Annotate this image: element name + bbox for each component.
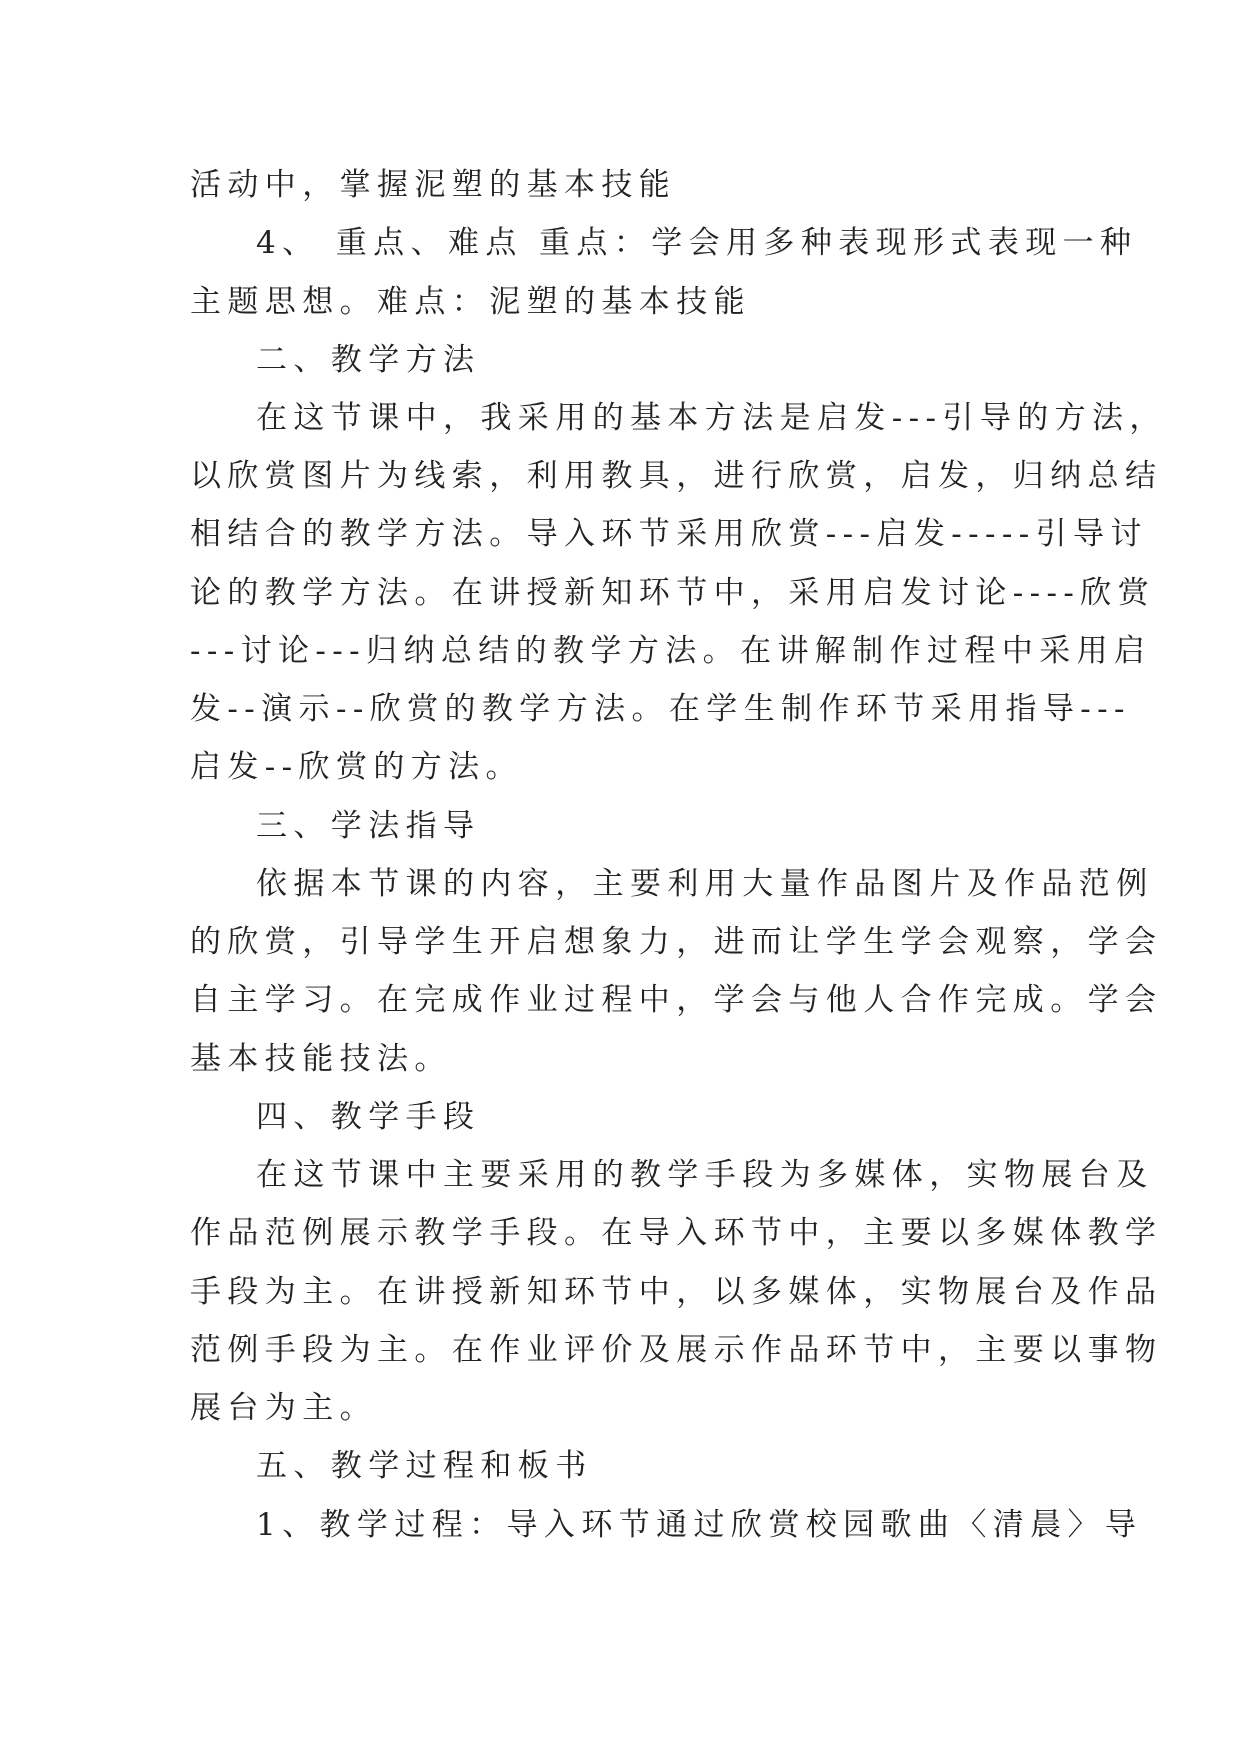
text-line: ---讨论---归纳总结的教学方法。在讲解制作过程中采用启 (190, 633, 1152, 669)
text-line: 相结合的教学方法。导入环节采用欣赏---启发-----引导讨 (190, 516, 1148, 552)
text-line: 在这节课中主要采用的教学手段为多媒体，实物展台及 (256, 1157, 1154, 1193)
text-line: 手段为主。在讲授新知环节中，以多媒体，实物展台及作品 (190, 1274, 1163, 1310)
text-line: 论的教学方法。在讲授新知环节中，采用启发讨论----欣赏 (190, 575, 1156, 611)
text-line: 发--演示--欣赏的教学方法。在学生制作环节采用指导--- (190, 691, 1131, 727)
text-line: 基本技能技法。 (190, 1041, 452, 1077)
text-line: 作品范例展示教学手段。在导入环节中，主要以多媒体教学 (190, 1215, 1163, 1251)
text-line: 展台为主。 (190, 1390, 377, 1426)
text-line: 主题思想。难点：泥塑的基本技能 (190, 284, 751, 320)
section-heading: 二、教学方法 (256, 342, 481, 378)
text-line: 范例手段为主。在作业评价及展示作品环节中，主要以事物 (190, 1332, 1163, 1368)
text-line: 活动中，掌握泥塑的基本技能 (190, 167, 677, 203)
text-line: 的欣赏，引导学生开启想象力，进而让学生学会观察，学会 (190, 924, 1163, 960)
text-line: 以欣赏图片为线索，利用教具，进行欣赏，启发，归纳总结 (190, 458, 1163, 494)
text-line: 1、教学过程：导入环节通过欣赏校园歌曲〈清晨〉导 (256, 1507, 1143, 1543)
text-line: 依据本节课的内容，主要利用大量作品图片及作品范例 (256, 866, 1154, 902)
text-line: 自主学习。在完成作业过程中，学会与他人合作完成。学会 (190, 982, 1163, 1018)
text-line: 启发--欣赏的方法。 (190, 749, 523, 785)
section-heading: 三、学法指导 (256, 808, 481, 844)
section-heading: 五、教学过程和板书 (256, 1448, 593, 1484)
text-line: 4、 重点、难点 重点：学会用多种表现形式表现一种 (256, 225, 1138, 261)
section-heading: 四、教学手段 (256, 1099, 481, 1135)
text-line: 在这节课中，我采用的基本方法是启发---引导的方法， (256, 400, 1167, 436)
